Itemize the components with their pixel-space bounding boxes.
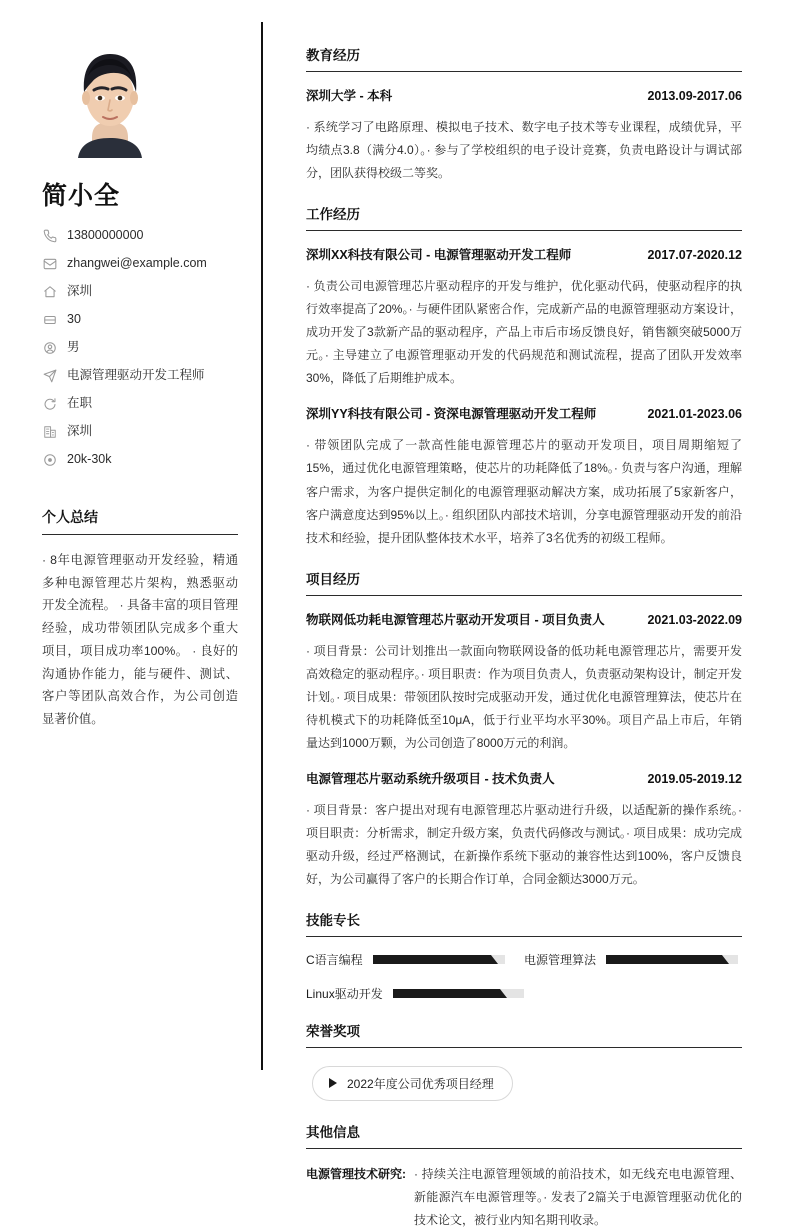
sidebar xyxy=(0,0,262,1106)
skill-item xyxy=(306,985,524,1002)
contact-hometown xyxy=(42,284,238,299)
education-date: 2013.09-2017.06 xyxy=(647,89,742,104)
project-title: 物联网低功耗电源管理芯片驱动开发项目 - 项目负责人 xyxy=(306,612,605,627)
education-description: · 系统学习了电路原理、模拟电子技术、数字电子技术等专业课程，成绩优异，平均绩点3.8（满分4.0）。· 参与了学校组织的电子设计竞赛，负责电路设计与调试部分，团队获得校级二等奖。 xyxy=(306,120,742,181)
other-info-text: · 持续关注电源管理领域的前沿技术，如无线充电电源管理、新能源汽车电源管理等。· 发表了2篇关于电源管理驱动优化的技术论文，被行业内知名期刊收录。 xyxy=(414,1166,742,1227)
education-title: 深圳大学 - 本科 xyxy=(306,89,393,104)
contact-phone-value: 13800000000 xyxy=(67,228,144,242)
entry-header xyxy=(306,610,742,628)
project-entry xyxy=(306,769,742,891)
award-label: 2022年度公司优秀项目经理 xyxy=(347,1076,494,1091)
summary-heading: 个人总结 xyxy=(42,507,238,535)
skill-item xyxy=(306,951,524,968)
skill-label: 电源管理算法 xyxy=(524,952,597,967)
other-info-label: 电源管理技术研究: xyxy=(306,1166,406,1181)
education-entry xyxy=(306,86,742,185)
contact-status xyxy=(42,396,238,411)
skill-progress-bar xyxy=(606,955,738,964)
awards-heading: 荣誉奖项 xyxy=(306,1020,742,1048)
education-heading: 教育经历 xyxy=(306,44,742,72)
play-triangle-icon xyxy=(329,1078,337,1088)
project-title: 电源管理芯片驱动系统升级项目 - 技术负责人 xyxy=(306,771,555,786)
contact-position xyxy=(42,368,238,383)
work-entry xyxy=(306,404,742,549)
avatar xyxy=(58,34,162,158)
contact-status-value: 在职 xyxy=(67,396,93,410)
work-date: 2017.07-2020.12 xyxy=(647,248,742,263)
refresh-icon xyxy=(42,396,57,411)
contact-city xyxy=(42,424,238,439)
contact-hometown-value: 深圳 xyxy=(67,284,93,298)
other-info-section xyxy=(306,1121,742,1232)
summary-section xyxy=(42,507,238,731)
paper-plane-icon xyxy=(42,368,57,383)
contact-salary-value: 20k-30k xyxy=(67,452,112,466)
entry-header xyxy=(306,769,742,787)
skill-label: C语言编程 xyxy=(306,952,363,967)
skill-progress-bar xyxy=(393,989,524,998)
contact-city-value: 深圳 xyxy=(67,424,93,438)
contact-phone xyxy=(42,228,238,243)
contact-email xyxy=(42,256,238,271)
gender-icon xyxy=(42,340,57,355)
work-heading: 工作经历 xyxy=(306,203,742,231)
projects-heading: 项目经历 xyxy=(306,568,742,596)
skills-grid xyxy=(306,951,742,1002)
main-content xyxy=(262,0,794,1227)
project-description: · 项目背景：公司计划推出一款面向物联网设备的低功耗电源管理芯片，需要开发高效稳定的驱动程序。· 项目职责：作为项目负责人，负责驱动架构设计，制定开发计划。· 项目成果：带领团队按时完成驱动开发，通过优化电源管理算法，使芯片在待机模式下的功耗降低至10μA，低于行业平均水平30%。项目产品上市后，年销量达到1000万颗，为公司创造了8000万元的利润。 xyxy=(306,643,742,750)
skill-progress-bar xyxy=(373,955,505,964)
project-entry xyxy=(306,610,742,755)
entry-header xyxy=(306,86,742,104)
skill-progress-fill xyxy=(606,955,722,964)
envelope-icon xyxy=(42,256,57,271)
education-section xyxy=(306,44,742,185)
building-icon xyxy=(42,424,57,439)
entry-header xyxy=(306,245,742,263)
contact-salary xyxy=(42,452,238,467)
column-divider xyxy=(261,22,263,1070)
project-description: · 项目背景：客户提出对现有电源管理芯片驱动进行升级，以适配新的操作系统。· 项目职责：分析需求，制定升级方案，负责代码修改与测试。· 项目成果：成功完成驱动升级，经过严格测试，在新操作系统下驱动的兼容性达到100%，客户反馈良好，为公司赢得了客户的长期合作订单，合同金额达3000万元。 xyxy=(306,802,742,886)
other-info-heading: 其他信息 xyxy=(306,1121,742,1149)
contact-gender-value: 男 xyxy=(67,340,80,354)
skill-item xyxy=(524,951,742,968)
projects-section xyxy=(306,568,742,891)
work-date: 2021.01-2023.06 xyxy=(647,407,742,422)
awards-section xyxy=(306,1020,742,1103)
work-description: · 带领团队完成了一款高性能电源管理芯片的驱动开发项目，项目周期缩短了15%，通过优化电源管理策略，使芯片的功耗降低了18%。· 负责与客户沟通，理解客户需求，为客户提供定制化的电源管理驱动解决方案，成功拓展了5家新客户，客户满意度达到95%以上。· 组织团队内部技术培训，分享电源管理驱动开发的前沿技术和经验，提升团队整体技术水平，培养了3名优秀的初级工程师。 xyxy=(306,438,742,545)
awards-list xyxy=(306,1062,742,1103)
contact-age-value: 30 xyxy=(67,312,81,326)
work-section xyxy=(306,203,742,549)
portrait-photo-icon xyxy=(58,34,162,158)
contact-gender xyxy=(42,340,238,355)
phone-icon xyxy=(42,228,57,243)
project-date: 2021.03-2022.09 xyxy=(647,612,742,627)
other-info-row xyxy=(306,1163,742,1232)
skill-label: Linux驱动开发 xyxy=(306,986,383,1001)
project-date: 2019.05-2019.12 xyxy=(647,771,742,786)
contact-age xyxy=(42,312,238,327)
contact-list xyxy=(42,228,238,467)
home-icon xyxy=(42,284,57,299)
work-title: 深圳XX科技有限公司 - 电源管理驱动开发工程师 xyxy=(306,248,572,263)
work-title: 深圳YY科技有限公司 - 资深电源管理驱动开发工程师 xyxy=(306,407,597,422)
id-card-icon xyxy=(42,312,57,327)
work-description: · 负责公司电源管理芯片驱动程序的开发与维护，优化驱动代码，使驱动程序的执行效率提高了20%。· 与硬件团队紧密合作，完成新产品的电源管理驱动方案设计，成功开发了3款新产品的驱动程序，产品上市后市场反馈良好，销售额突破5000万元。· 主导建立了电源管理驱动开发的代码规范和测试流程，提高了团队开发效率30%，降低了后期维护成本。 xyxy=(306,279,742,386)
skills-heading: 技能专长 xyxy=(306,909,742,937)
summary-body: · 8年电源管理驱动开发经验，精通多种电源管理芯片架构，熟悉驱动开发全流程。 · 具备丰富的项目管理经验，成功带领团队完成多个重大项目，项目成功率100%。 · 良好的沟通协作能力，能与硬件、测试、客户等团队高效合作，为公司创造显著价值。 xyxy=(42,553,238,727)
contact-position-value: 电源管理驱动开发工程师 xyxy=(67,368,205,382)
entry-header xyxy=(306,404,742,422)
contact-email-value: zhangwei@example.com xyxy=(67,256,207,270)
skill-progress-fill xyxy=(373,955,492,964)
skill-progress-fill xyxy=(393,989,501,998)
target-icon xyxy=(42,452,57,467)
award-badge[interactable] xyxy=(312,1066,513,1101)
skills-section xyxy=(306,909,742,1002)
work-entry xyxy=(306,245,742,390)
page-title: 简小全 xyxy=(42,182,121,210)
